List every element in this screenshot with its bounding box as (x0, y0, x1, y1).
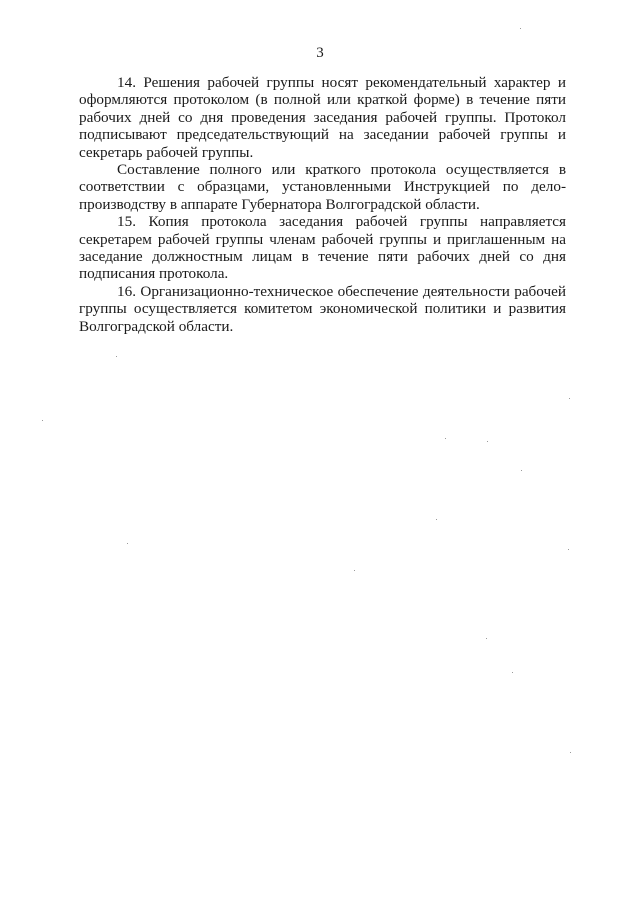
scan-speck (445, 438, 446, 439)
page-number: 3 (316, 45, 324, 61)
scan-speck (570, 752, 571, 753)
paragraph-15: 15. Копия протокола заседания рабочей группы направляется секретарем рабочей группы членам рабочей группы и приглашенным на заседание должностным лицам в течение пяти рабочих дней со дня подписания протокола. (79, 213, 566, 283)
scan-speck (116, 356, 117, 357)
paragraph-14-continuation: Составление полного или краткого протокола осуществляется в соответствии с образцами, установленными Инструкцией по делопроизводству в аппарате Губернатора Волгоградской области. (79, 161, 566, 213)
scan-speck (42, 420, 43, 421)
paragraph-14: 14. Решения рабочей группы носят рекомендательный характер и оформляются протоколом (в полной или краткой форме) в течение пяти рабочих дней со дня проведения заседания рабочей группы. Протокол подписывают председательствующий на заседании рабочей группы и секретарь рабочей группы. (79, 74, 566, 161)
scan-speck (521, 470, 522, 471)
scan-speck (354, 570, 355, 571)
scan-speck (569, 398, 570, 399)
scan-speck (520, 28, 521, 29)
scan-speck (568, 549, 569, 550)
scan-speck (487, 441, 488, 442)
scan-speck (127, 543, 128, 544)
scan-speck (512, 672, 513, 673)
document-body (79, 74, 566, 335)
scan-speck (436, 519, 437, 520)
scan-speck (486, 638, 487, 639)
paragraph-16: 16. Организационно-техническое обеспечение деятельности рабочей группы осуществляется комитетом экономической политики и развития Волгоградской области. (79, 282, 566, 335)
